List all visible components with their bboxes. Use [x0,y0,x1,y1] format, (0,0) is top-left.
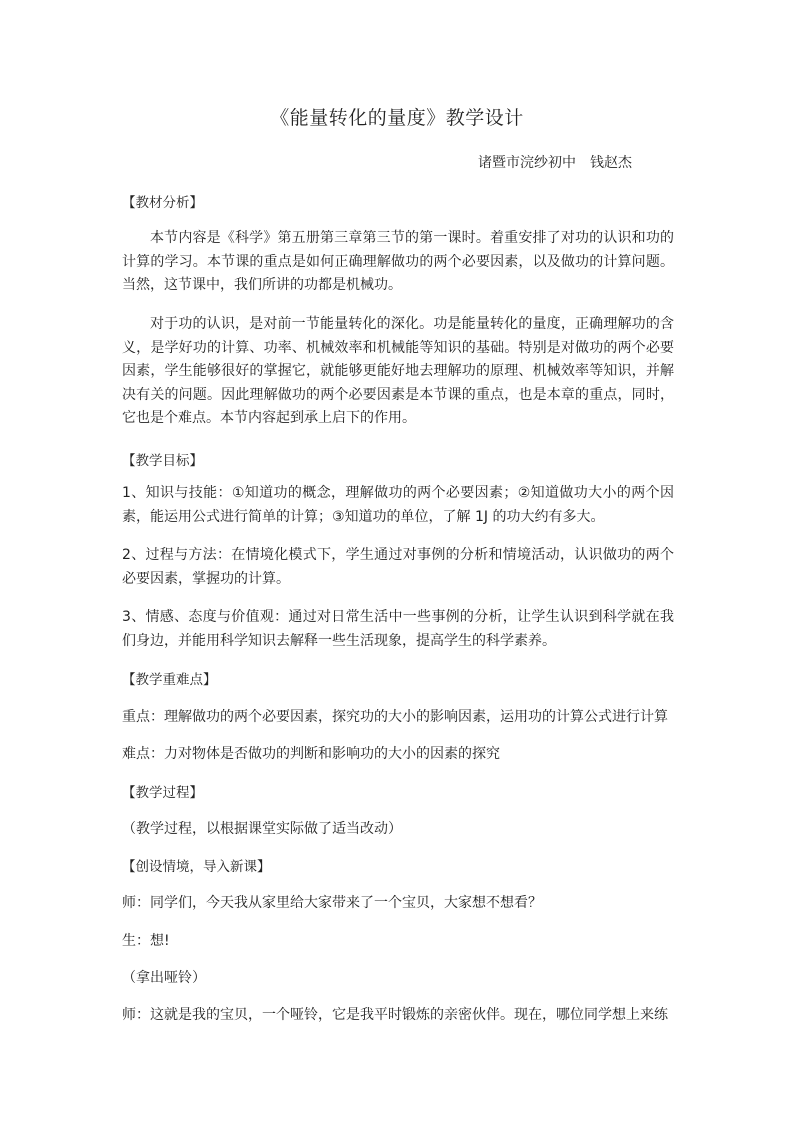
dialog-line-3: （拿出哑铃） [122,970,206,986]
difficult-point-text: 难点：力对物体是否做功的判断和影响功的大小的因素的探究 [122,746,500,762]
section-heading-process: 【教学过程】 [122,785,203,801]
author-line: 诸暨市浣纱初中 钱赵杰 [478,155,632,171]
process-note: （教学过程，以根据课堂实际做了适当改动） [122,821,402,837]
section-heading-key-points: 【教学重难点】 [122,672,217,688]
goal-item-2: 2、过程与方法：在情境化模式下，学生通过对事例的分析和情境活动，认识做功的两个必要因素，掌握功的计算。 [122,547,674,587]
goal-item-3: 3、情感、态度与价值观：通过对日常生活中一些事例的分析，让学生认识到科学就在我们身边，并能用科学知识去解释一些生活现象，提高学生的科学素养。 [122,609,674,649]
section-heading-goals: 【教学目标】 [122,453,203,469]
goal-item-1: 1、知识与技能：①知道功的概念，理解做功的两个必要因素；②知道做功大小的两个因素，能运用公式进行简单的计算；③知道功的单位，了解 1J 的功大约有多大。 [122,485,674,525]
dialog-line-4: 师：这就是我的宝贝，一个哑铃，它是我平时锻炼的亲密伙伴。现在，哪位同学想上来练 [122,1007,668,1023]
analysis-paragraph-1: 本节内容是《科学》第五册第三章第三节的第一课时。着重安排了对功的认识和功的计算的学习。本节课的重点是如何正确理解做功的两个必要因素，以及做功的计算问题。当然，这节课中，我们所讲的功都是机械功。 [122,230,674,293]
dialog-line-1: 师：同学们，今天我从家里给大家带来了一个宝贝，大家想不想看？ [122,895,542,911]
document-title: 《能量转化的量度》教学设计 [270,107,524,129]
section-heading-analysis: 【教材分析】 [122,195,203,211]
section-heading-intro: 【创设情境，导入新课】 [122,859,271,875]
dialog-line-2: 生：想! [122,933,170,949]
analysis-paragraph-2: 对于功的认识，是对前一节能量转化的深化。功是能量转化的量度，正确理解功的含义，是学好功的计算、功率、机械效率和机械能等知识的基础。特别是对做功的两个必要因素，学生能够很好的掌握它，就能够更能好地去理解功的原理、机械效率等知识，并解决有关的问题。因此理解做功的两个必要因素是本节课的重点，也是本章的重点，同时，它也是个难点。本节内容起到承上启下的作用。 [122,316,674,426]
key-point-text: 重点：理解做功的两个必要因素，探究功的大小的影响因素，运用功的计算公式进行计算 [122,709,668,725]
